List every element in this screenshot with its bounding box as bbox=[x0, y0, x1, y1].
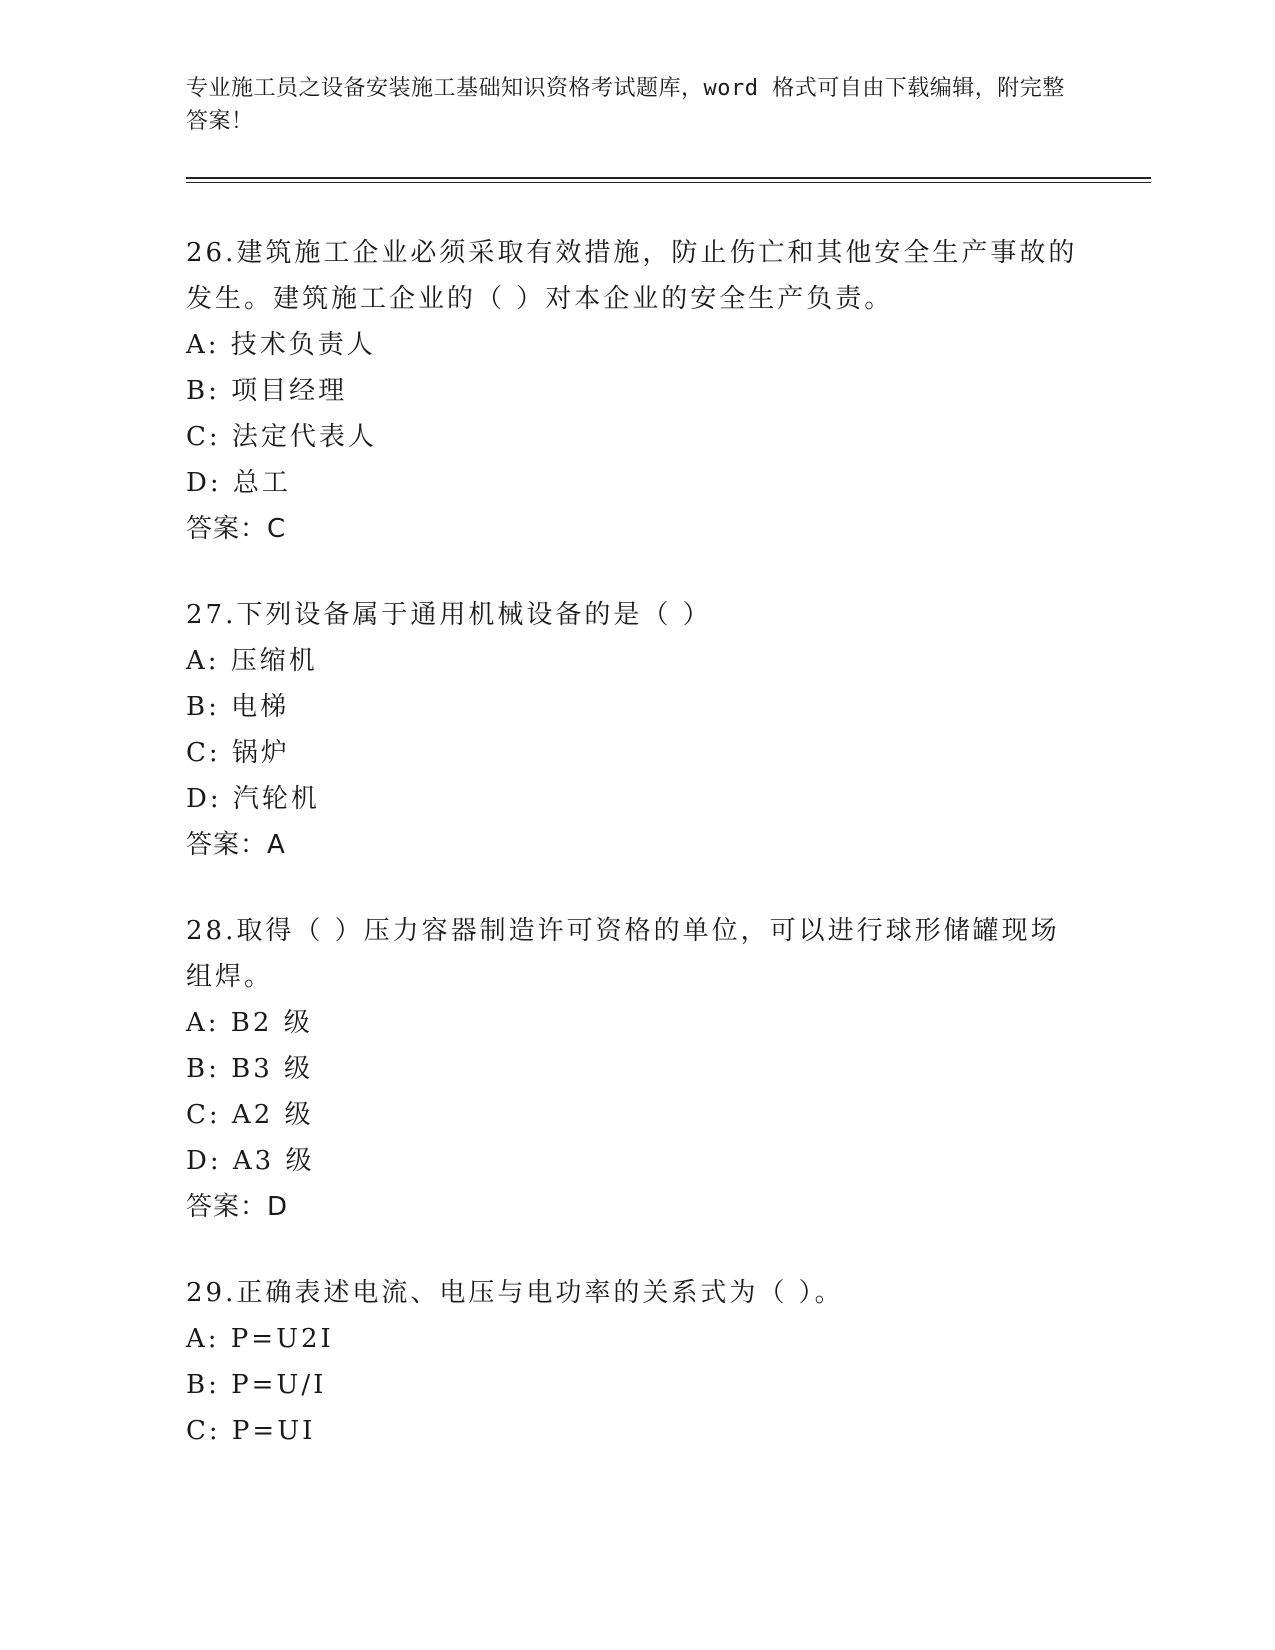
answer: 答案：D bbox=[186, 1192, 289, 1222]
question-27 bbox=[186, 592, 1086, 868]
option-c: C: 锅炉 bbox=[186, 738, 290, 768]
option-a: A: B2 级 bbox=[186, 1008, 313, 1038]
option-c: C: 法定代表人 bbox=[186, 422, 377, 452]
option-a: A: 压缩机 bbox=[186, 646, 318, 676]
header-divider-thick bbox=[186, 177, 1151, 179]
answer: 答案：C bbox=[186, 514, 287, 544]
option-b: B: P=U/I bbox=[186, 1370, 327, 1400]
option-b: B: B3 级 bbox=[186, 1054, 314, 1084]
option-b: B: 项目经理 bbox=[186, 376, 348, 406]
question-28 bbox=[186, 908, 1086, 1230]
header-divider-thin bbox=[186, 182, 1151, 183]
option-c: C: A2 级 bbox=[186, 1100, 314, 1130]
option-c: C: P=UI bbox=[186, 1416, 316, 1446]
question-26 bbox=[186, 230, 1086, 552]
option-b: B: 电梯 bbox=[186, 692, 290, 722]
question-stem: 28.取得（ ）压力容器制造许可资格的单位，可以进行球形储罐现场组焊。 bbox=[186, 916, 1060, 992]
question-stem: 29.正确表述电流、电压与电功率的关系式为（ ）。 bbox=[186, 1278, 844, 1308]
question-29 bbox=[186, 1270, 1086, 1454]
option-d: D: 总工 bbox=[186, 468, 291, 498]
document-header: 专业施工员之设备安装施工基础知识资格考试题库，word 格式可自由下载编辑，附完整答案！ bbox=[186, 76, 1065, 134]
answer: 答案：A bbox=[186, 830, 286, 860]
question-stem: 27.下列设备属于通用机械设备的是（ ） bbox=[186, 600, 712, 630]
option-a: A: 技术负责人 bbox=[186, 330, 376, 360]
option-a: A: P=U2I bbox=[186, 1324, 334, 1354]
question-stem: 26.建筑施工企业必须采取有效措施，防止伤亡和其他安全生产事故的发生。建筑施工企业的（ ）对本企业的安全生产负责。 bbox=[186, 238, 1078, 314]
option-d: D: 汽轮机 bbox=[186, 784, 320, 814]
option-d: D: A3 级 bbox=[186, 1146, 315, 1176]
